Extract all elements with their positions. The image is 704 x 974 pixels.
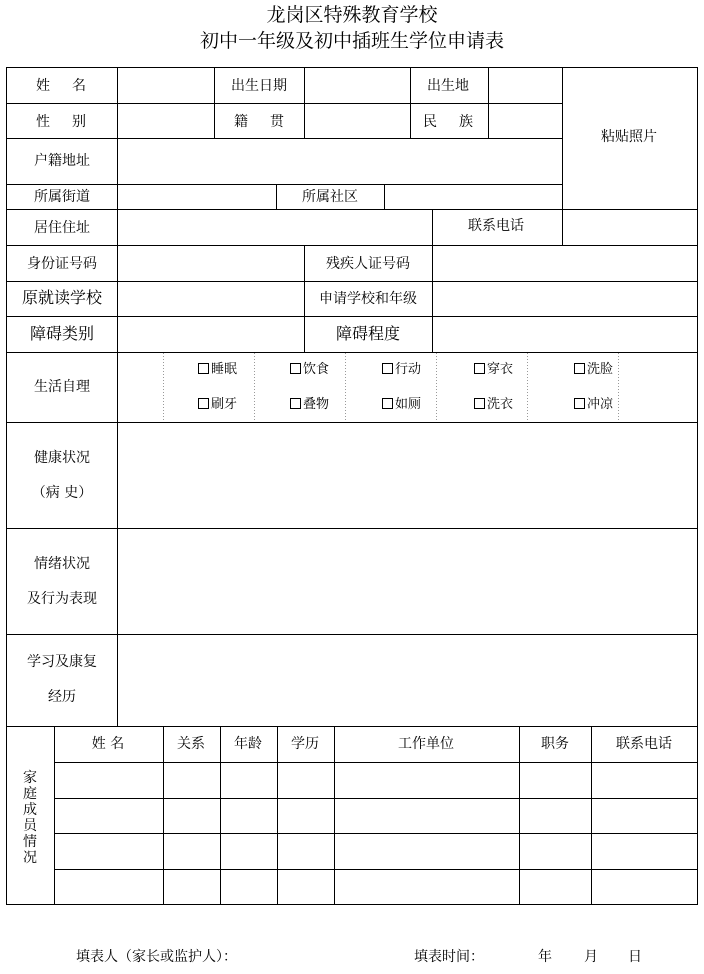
- checkbox-dressing[interactable]: 穿衣: [474, 361, 513, 379]
- prev-school-field[interactable]: [120, 284, 306, 316]
- checkbox-icon: [198, 363, 209, 374]
- checkbox-sleep[interactable]: 睡眠: [198, 361, 237, 379]
- household-address-field[interactable]: [120, 141, 564, 184]
- family-header-age: 年龄: [234, 736, 262, 752]
- form-title-school: 龙岗区特殊教育学校: [266, 4, 438, 26]
- birth-date-field[interactable]: [307, 70, 412, 103]
- checkbox-bathing[interactable]: 冲凉: [574, 396, 613, 414]
- family-header-workplace: 工作单位: [398, 736, 454, 752]
- gender-field[interactable]: [120, 106, 216, 138]
- checkbox-mobility[interactable]: 行动: [382, 361, 421, 379]
- checkbox-icon: [198, 398, 209, 409]
- checkbox-icon: [574, 363, 585, 374]
- footer-month: 月: [584, 949, 598, 965]
- label-disability-type: 障碍类别: [29, 324, 95, 343]
- checkbox-icon: [574, 398, 585, 409]
- study-rehab-field[interactable]: [120, 637, 699, 727]
- checkbox-toileting[interactable]: 如厕: [382, 396, 421, 414]
- label-birth-place: 出生地: [427, 78, 469, 94]
- footer-day: 日: [628, 949, 642, 965]
- label-household-address: 户籍地址: [34, 153, 90, 169]
- label-residence: 居住住址: [34, 220, 90, 236]
- community-field[interactable]: [387, 187, 564, 209]
- label-apply-school: 申请学校和年级: [319, 291, 417, 307]
- checkbox-icon: [382, 398, 393, 409]
- label-emotion-line1: 情绪状况: [34, 556, 90, 572]
- native-place-field[interactable]: [307, 106, 412, 138]
- form-title-main: 初中一年级及初中插班生学位申请表: [199, 30, 504, 52]
- label-emotion-line2: 及行为表现: [27, 591, 97, 607]
- disability-type-field[interactable]: [120, 319, 306, 352]
- label-native-place: 籍贯: [234, 114, 306, 130]
- disability-cert-field[interactable]: [435, 248, 699, 281]
- ethnicity-field[interactable]: [491, 106, 564, 138]
- photo-area-label: 粘贴照片: [601, 129, 657, 145]
- family-header-relation: 关系: [177, 736, 205, 752]
- footer-year: 年: [538, 949, 552, 965]
- phone-field[interactable]: [565, 212, 699, 245]
- family-header-education: 学历: [291, 736, 319, 752]
- disability-degree-field[interactable]: [435, 319, 699, 352]
- label-street: 所属街道: [34, 189, 90, 205]
- residence-field[interactable]: [120, 212, 434, 245]
- label-disability-cert: 残疾人证号码: [326, 256, 410, 272]
- street-field[interactable]: [120, 187, 278, 209]
- label-ethnicity: 民族: [423, 114, 495, 130]
- label-phone: 联系电话: [468, 218, 524, 234]
- label-name: 姓名: [36, 78, 108, 94]
- checkbox-tooth-brushing[interactable]: 刷牙: [198, 396, 237, 414]
- family-header-phone: 联系电话: [616, 736, 672, 752]
- label-study-line2: 经历: [48, 689, 76, 705]
- label-family-members: 家庭成员情况: [23, 770, 37, 866]
- label-self-care: 生活自理: [34, 379, 90, 395]
- birth-place-field[interactable]: [491, 70, 564, 103]
- label-prev-school: 原就读学校: [21, 288, 103, 307]
- apply-school-field[interactable]: [435, 284, 699, 316]
- checkbox-face-washing[interactable]: 洗脸: [574, 361, 613, 379]
- checkbox-icon: [474, 363, 485, 374]
- checkbox-icon: [290, 363, 301, 374]
- checkbox-eating[interactable]: 饮食: [290, 361, 329, 379]
- label-health-line2: （病 史）: [31, 485, 93, 501]
- footer-filler-label: 填表人（家长或监护人）：: [76, 949, 237, 965]
- label-id-number: 身份证号码: [27, 256, 97, 272]
- checkbox-icon: [290, 398, 301, 409]
- health-history-field[interactable]: [120, 425, 699, 529]
- family-header-position: 职务: [541, 736, 569, 752]
- name-field[interactable]: [120, 70, 216, 103]
- label-health-line1: 健康状况: [34, 450, 90, 466]
- footer-time-label: 填表时间：: [414, 949, 484, 965]
- label-study-line1: 学习及康复: [27, 654, 97, 670]
- checkbox-laundry[interactable]: 洗衣: [474, 396, 513, 414]
- checkbox-icon: [474, 398, 485, 409]
- family-header-name: 姓 名: [91, 736, 125, 752]
- id-number-field[interactable]: [120, 248, 306, 281]
- label-disability-degree: 障碍程度: [335, 324, 401, 343]
- checkbox-icon: [382, 363, 393, 374]
- checkbox-folding[interactable]: 叠物: [290, 396, 329, 414]
- label-community: 所属社区: [302, 189, 358, 205]
- label-gender: 性别: [36, 114, 108, 130]
- label-birth-date: 出生日期: [231, 78, 287, 94]
- emotion-behavior-field[interactable]: [120, 531, 699, 635]
